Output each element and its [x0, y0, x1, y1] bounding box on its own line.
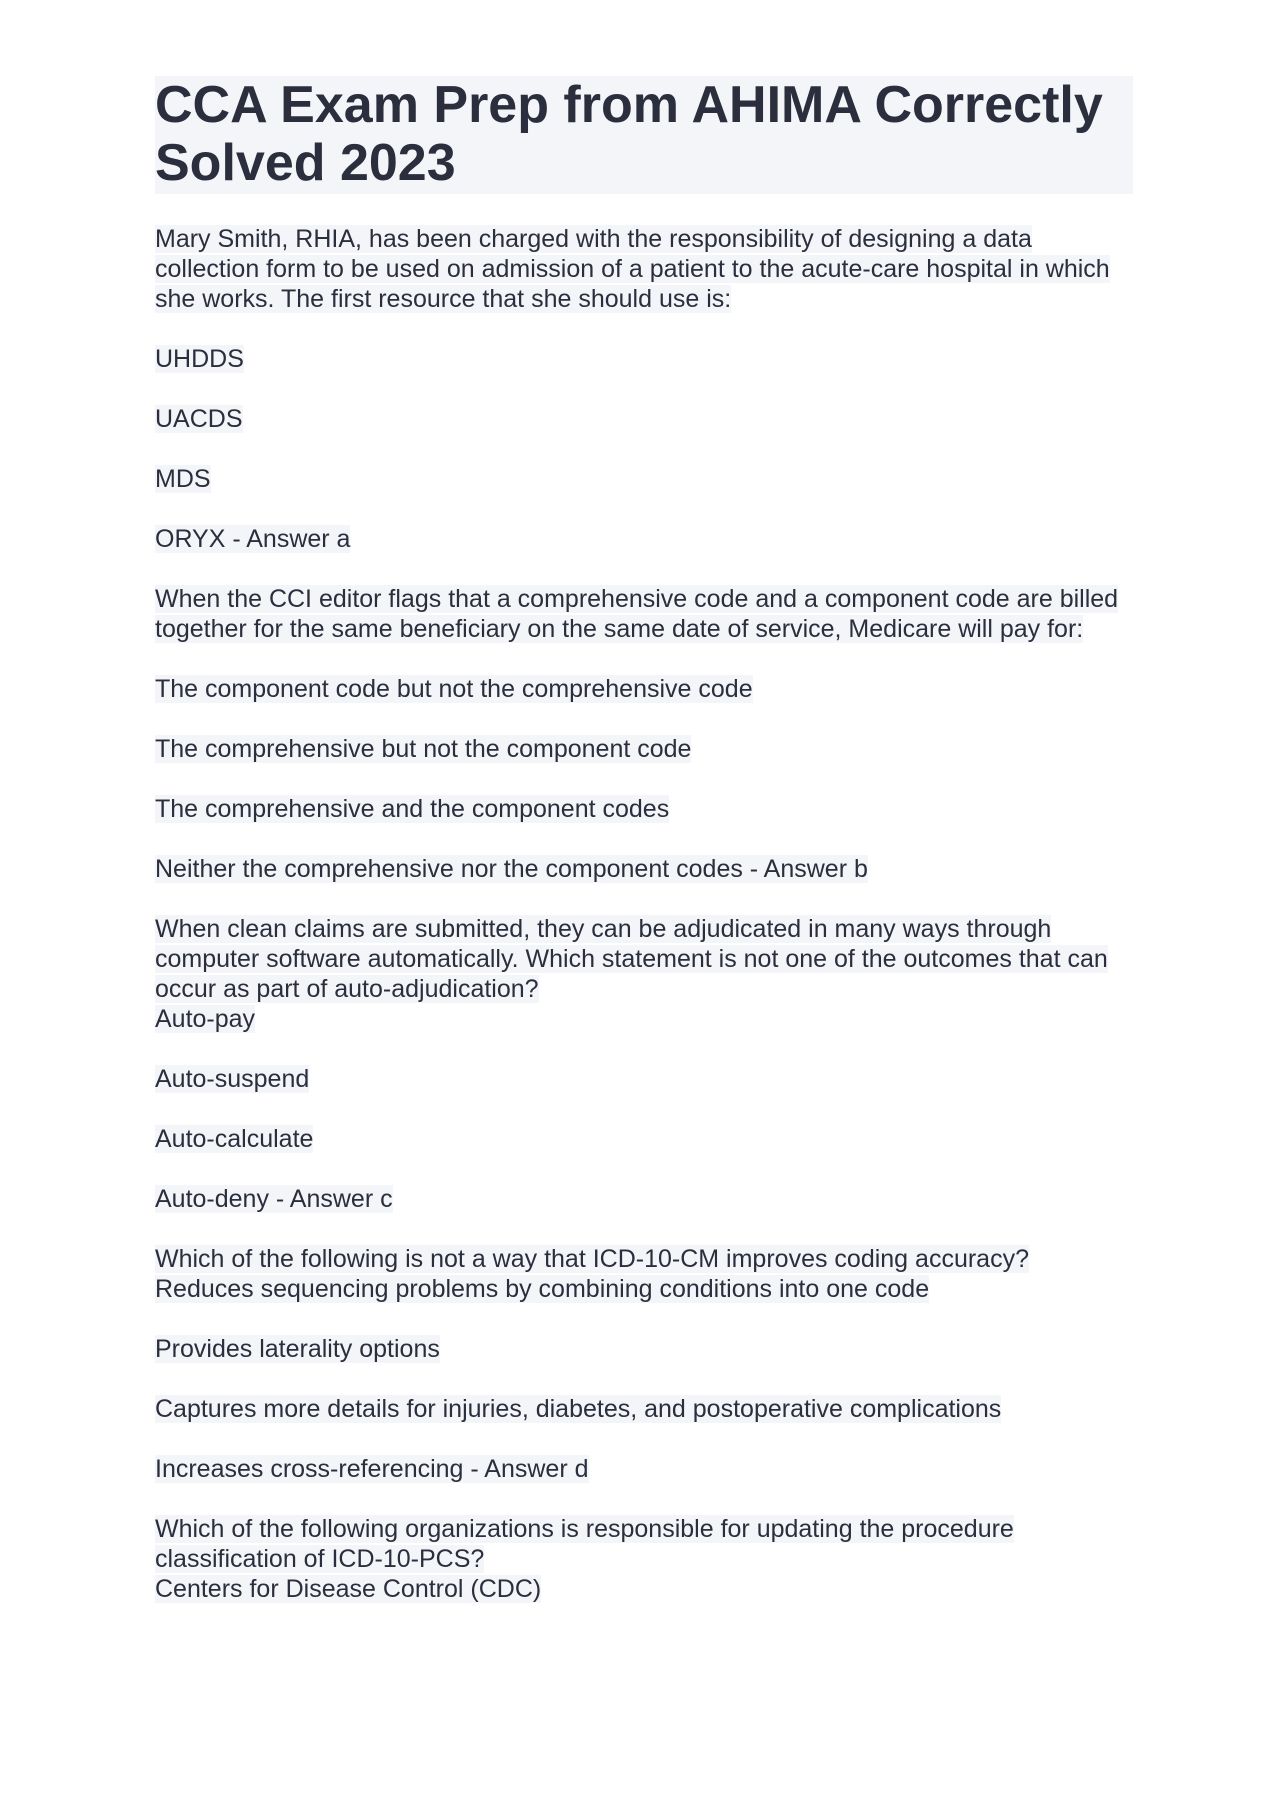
- answer-option: The component code but not the comprehensive code: [155, 675, 753, 703]
- answer-option: Centers for Disease Control (CDC): [155, 1575, 542, 1603]
- question-5: [155, 1514, 1133, 1604]
- title-block: [155, 76, 1133, 194]
- answer-option: UACDS: [155, 405, 243, 433]
- answer-option: MDS: [155, 465, 211, 493]
- question-stem: Mary Smith, RHIA, has been charged with the responsibility of designing a data collection form to be used on admission of a patient to the acute-care hospital in which she works. The first resource that she should use is:: [155, 225, 1110, 313]
- answer-option: UHDDS: [155, 345, 244, 373]
- question-1: [155, 224, 1133, 554]
- question-stem: Which of the following is not a way that ICD-10-CM improves coding accuracy?: [155, 1245, 1029, 1273]
- answer-option-with-key: Increases cross-referencing - Answer d: [155, 1455, 589, 1483]
- question-4: [155, 1244, 1133, 1484]
- question-2: [155, 584, 1133, 884]
- answer-option: Captures more details for injuries, diabetes, and postoperative complications: [155, 1395, 1002, 1423]
- answer-option: Provides laterality options: [155, 1335, 440, 1363]
- answer-option: The comprehensive and the component codes: [155, 795, 670, 823]
- answer-option: Auto-pay: [155, 1005, 256, 1033]
- answer-option-with-key: Auto-deny - Answer c: [155, 1185, 393, 1213]
- question-stem: When clean claims are submitted, they can be adjudicated in many ways through computer software automatically. Which statement is not one of the outcomes that can occur as part of auto-adjudication?: [155, 915, 1108, 1003]
- question-3: [155, 914, 1133, 1214]
- answer-option: The comprehensive but not the component code: [155, 735, 692, 763]
- document-page: [155, 76, 1133, 1634]
- document-title: CCA Exam Prep from AHIMA Correctly Solved 2023: [155, 76, 1103, 192]
- answer-option: Auto-suspend: [155, 1065, 310, 1093]
- question-stem: When the CCI editor flags that a comprehensive code and a component code are billed together for the same beneficiary on the same date of service, Medicare will pay for:: [155, 585, 1119, 643]
- question-stem: Which of the following organizations is responsible for updating the procedure classification of ICD-10-PCS?: [155, 1515, 1014, 1573]
- answer-option-with-key: Neither the comprehensive nor the component codes - Answer b: [155, 855, 868, 883]
- answer-option-with-key: ORYX - Answer a: [155, 525, 351, 553]
- answer-option: Reduces sequencing problems by combining conditions into one code: [155, 1275, 930, 1303]
- answer-option: Auto-calculate: [155, 1125, 314, 1153]
